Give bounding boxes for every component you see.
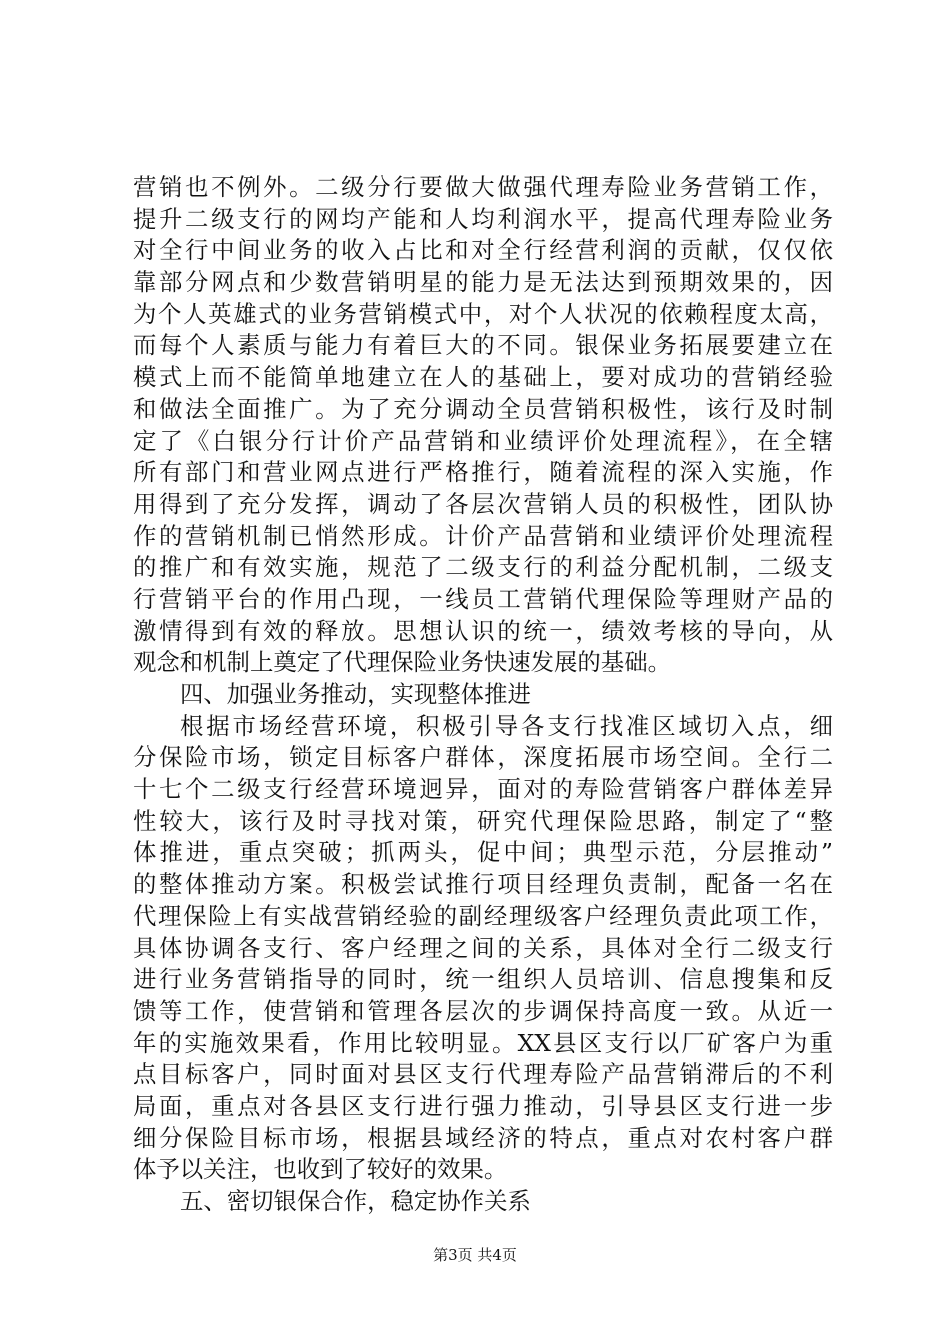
text-line: 局面，重点对各县区支行进行强力推动，引导县区支行进一步 xyxy=(133,1091,833,1120)
text-line: 而每个人素质与能力有着巨大的不同。银保业务拓展要建立在 xyxy=(133,331,833,360)
page-footer xyxy=(0,1245,950,1265)
text-line: 和做法全面推广。为了充分调动全员营销积极性，该行及时制 xyxy=(133,394,833,423)
section-heading-text: 五、密切银保合作，稳定协作关系 xyxy=(180,1187,531,1215)
text-line: 代理保险上有实战营销经验的副经理级客户经理负责此项工作， xyxy=(133,901,833,930)
paragraph xyxy=(133,172,833,679)
text-line: 具体协调各支行、客户经理之间的关系，具体对全行二级支行 xyxy=(133,933,833,962)
text-line: 所有部门和营业网点进行严格推行，随着流程的深入实施，作 xyxy=(133,458,833,487)
text-line: 定了《白银分行计价产品营销和业绩评价处理流程》，在全辖 xyxy=(133,426,833,455)
text-line: 性较大，该行及时寻找对策，研究代理保险思路，制定了“整 xyxy=(133,806,833,835)
text-line: 点目标客户，同时面对县区支行代理寿险产品营销滞后的不利 xyxy=(133,1060,833,1089)
text-line: 十七个二级支行经营环境迥异，面对的寿险营销客户群体差异 xyxy=(133,775,833,804)
text-line: 的推广和有效实施，规范了二级支行的利益分配机制，二级支 xyxy=(133,553,833,582)
text-line: 为个人英雄式的业务营销模式中，对个人状况的依赖程度太高， xyxy=(133,299,833,328)
paragraph xyxy=(133,711,833,1186)
text-line: 靠部分网点和少数营销明星的能力是无法达到预期效果的，因 xyxy=(133,268,833,297)
text-line: 年的实施效果看，作用比较明显。XX县区支行以厂矿客户为重 xyxy=(133,1028,833,1057)
text-line: 根据市场经营环境，积极引导各支行找准区域切入点，细 xyxy=(180,711,833,740)
document-body xyxy=(133,172,833,1218)
text-line: 激情得到有效的释放。思想认识的统一，绩效考核的导向，从 xyxy=(133,616,833,645)
page-number: 第3页 共4页 xyxy=(433,1246,517,1264)
section-heading-text: 四、加强业务推动，实现整体推进 xyxy=(180,680,531,708)
text-line: 体予以关注，也收到了较好的效果。 xyxy=(133,1155,508,1184)
text-line: 模式上而不能简单地建立在人的基础上，要对成功的营销经验 xyxy=(133,363,833,392)
section-heading xyxy=(133,679,833,711)
text-line: 作的营销机制已悄然形成。计价产品营销和业绩评价处理流程 xyxy=(133,521,833,550)
text-line: 提升二级支行的网均产能和人均利润水平，提高代理寿险业务 xyxy=(133,204,833,233)
text-line: 行营销平台的作用凸现，一线员工营销代理保险等理财产品的 xyxy=(133,584,833,613)
text-line: 进行业务营销指导的同时，统一组织人员培训、信息搜集和反 xyxy=(133,965,833,994)
text-line: 营销也不例外。二级分行要做大做强代理寿险业务营销工作， xyxy=(133,173,833,201)
text-line: 的整体推动方案。积极尝试推行项目经理负责制，配备一名在 xyxy=(133,870,833,899)
text-line: 对全行中间业务的收入占比和对全行经营利润的贡献，仅仅依 xyxy=(133,236,833,265)
text-line: 用得到了充分发挥，调动了各层次营销人员的积极性，团队协 xyxy=(133,489,833,518)
text-line: 细分保险目标市场，根据县域经济的特点，重点对农村客户群 xyxy=(133,1123,833,1152)
text-line: 体推进，重点突破；抓两头，促中间；典型示范，分层推动” xyxy=(133,838,833,867)
text-line: 观念和机制上奠定了代理保险业务快速发展的基础。 xyxy=(133,648,671,677)
text-line: 分保险市场，锁定目标客户群体，深度拓展市场空间。全行二 xyxy=(133,743,833,772)
text-line: 馈等工作，使营销和管理各层次的步调保持高度一致。从近一 xyxy=(133,996,833,1025)
section-heading xyxy=(133,1186,833,1218)
